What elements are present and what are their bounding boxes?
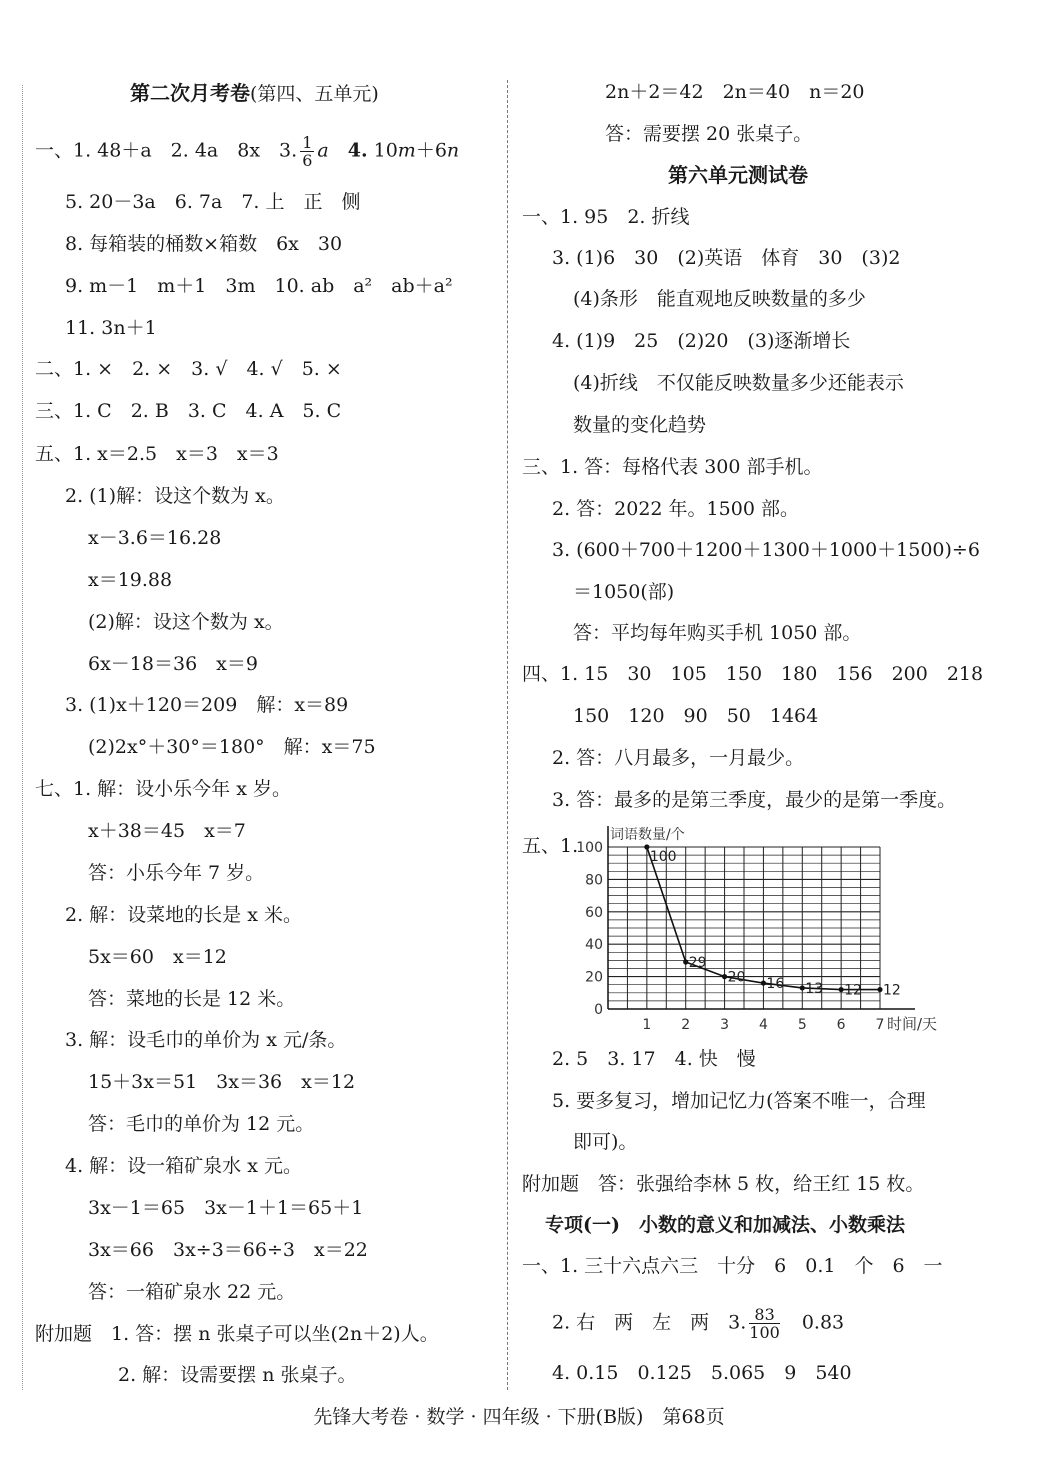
answer-line: (4)条形 能直观地反映数量的多少 xyxy=(573,288,866,310)
data-point xyxy=(761,980,766,985)
answer-line: 3. (600＋700＋1200＋1300＋1000＋1500)÷6 xyxy=(552,539,980,561)
y-tick-label: 60 xyxy=(585,904,603,921)
answer-line: 2. 解：设需要摆 n 张桌子。 xyxy=(118,1364,357,1386)
y-axis-label: 词语数量/个 xyxy=(610,827,685,843)
data-point xyxy=(800,985,805,990)
answer-line: 一、1. 三十六点六三 十分 6 0.1 个 6 一 xyxy=(522,1255,943,1277)
y-tick-label: 80 xyxy=(585,872,603,889)
fraction: $\frac{83}{100}$ xyxy=(749,1305,780,1342)
x-tick-label: 1 xyxy=(642,1017,652,1033)
answer-line: 2. 5 3. 17 4. 快 慢 xyxy=(552,1048,756,1070)
answer-line: 一、1. 48＋a 2. 4a 8x 3. $\frac{1}{6}$ a 4. 10m＋6n xyxy=(35,133,460,170)
x-axis-label: 时间/天 xyxy=(887,1015,938,1033)
answer-line: 附加题 答：张强给李林 5 枚，给王红 15 枚。 xyxy=(522,1173,925,1195)
line-text: 2. 右 两 左 两 3. xyxy=(552,1311,747,1334)
answer-line: 3. (1)6 30 (2)英语 体育 30 (3)2 xyxy=(552,247,901,269)
answer-line: 答：需要摆 20 张桌子。 xyxy=(605,123,813,145)
answer-line: 2. (1)解：设这个数为 x。 xyxy=(65,485,285,507)
title-sub: (第四、五单元) xyxy=(250,83,379,105)
x-tick-label: 3 xyxy=(720,1017,730,1033)
answer-line: 3. (1)x＋120＝209 解：x＝89 xyxy=(65,694,349,716)
answer-line: (2)2x°＋30°＝180° 解：x＝75 xyxy=(88,736,376,758)
answer-line: 2n＋2＝42 2n＝40 n＝20 xyxy=(605,81,865,103)
title-main: 第二次月考卷 xyxy=(130,81,250,105)
answer-line: 二、1. × 2. × 3. √ 4. √ 5. × xyxy=(35,358,342,380)
section-title-special: 专项(一) 小数的意义和加减法、小数乘法 xyxy=(545,1214,905,1236)
column-divider xyxy=(507,80,508,1390)
margin-line xyxy=(22,85,23,1390)
x-tick-label: 5 xyxy=(797,1017,807,1033)
data-label: 13 xyxy=(805,980,824,997)
x-tick-label: 6 xyxy=(836,1017,846,1033)
answer-line: x－3.6＝16.28 xyxy=(88,527,222,549)
y-tick-label: 20 xyxy=(585,969,603,986)
answer-line: 3. 答：最多的是第三季度，最少的是第一季度。 xyxy=(552,789,957,811)
answer-line: 4. (1)9 25 (2)20 (3)逐渐增长 xyxy=(552,330,851,352)
answer-line: 答：毛巾的单价为 12 元。 xyxy=(88,1113,315,1135)
data-point xyxy=(877,987,882,992)
section-title-unit6: 第六单元测试卷 xyxy=(668,163,808,187)
data-label: 12 xyxy=(844,982,862,999)
answer-line: 4. 0.15 0.125 5.065 9 540 xyxy=(552,1362,852,1384)
answer-line: 3x－1＝65 3x－1＋1＝65＋1 xyxy=(88,1197,364,1219)
x-tick-label: 4 xyxy=(758,1017,768,1033)
data-point xyxy=(722,974,727,979)
data-point xyxy=(644,844,649,849)
answer-line: 三、1. 答：每格代表 300 部手机。 xyxy=(522,456,823,478)
answer-line: 3x＝66 3x÷3＝66÷3 x＝22 xyxy=(88,1239,368,1261)
answer-line: 2. 右 两 左 两 3. $\frac{83}{100}$ 0.83 xyxy=(552,1305,845,1342)
answer-line: 五、1. xyxy=(522,835,579,857)
y-tick-label: 0 xyxy=(594,1002,603,1018)
answer-line: 七、1. 解：设小乐今年 x 岁。 xyxy=(35,778,291,800)
answer-line: 5x＝60 x＝12 xyxy=(88,946,227,968)
x-tick-label: 7 xyxy=(875,1017,885,1033)
data-point xyxy=(839,987,844,992)
line-chart xyxy=(570,826,970,1040)
answer-line: 五、1. x＝2.5 x＝3 x＝3 xyxy=(35,443,279,465)
answer-line: 四、1. 15 30 105 150 180 156 200 218 xyxy=(522,663,984,685)
data-label: 12 xyxy=(883,982,901,999)
answer-line: 2. 答：2022 年。1500 部。 xyxy=(552,498,799,520)
answer-line: (4)折线 不仅能反映数量多少还能表示 xyxy=(573,372,904,394)
x-tick-label: 2 xyxy=(681,1017,691,1033)
answer-line: 5. 要多复习，增加记忆力(答案不唯一，合理 xyxy=(552,1090,926,1112)
answer-line: 11. 3n＋1 xyxy=(65,317,157,339)
answer-line: ＝1050(部) xyxy=(573,581,675,603)
answer-line: 一、1. 95 2. 折线 xyxy=(522,206,690,228)
y-tick-label: 100 xyxy=(576,840,603,856)
answer-line: 150 120 90 50 1464 xyxy=(573,705,819,727)
answer-line: (2)解：设这个数为 x。 xyxy=(88,611,284,633)
answer-line: 答：平均每年购买手机 1050 部。 xyxy=(573,622,862,644)
answer-line: 6x－18＝36 x＝9 xyxy=(88,653,258,675)
answer-line: 9. m－1 m＋1 3m 10. ab a² ab＋a² xyxy=(65,275,453,297)
y-tick-label: 40 xyxy=(585,937,603,954)
answer-line: 数量的变化趋势 xyxy=(573,414,707,436)
answer-line: 5. 20－3a 6. 7a 7. 上 正 侧 xyxy=(65,191,361,213)
answer-line: 2. 解：设菜地的长是 x 米。 xyxy=(65,904,302,926)
data-point xyxy=(683,959,688,964)
answer-line: 3. 解：设毛巾的单价为 x 元/条。 xyxy=(65,1029,347,1051)
answer-line: 答：小乐今年 7 岁。 xyxy=(88,862,265,884)
data-label: 16 xyxy=(766,976,785,993)
answer-line: 附加题 1. 答：摆 n 张桌子可以坐(2n＋2)人。 xyxy=(35,1323,439,1345)
page-footer: 先锋大考卷 · 数学 · 四年级 · 下册(B版) 第68页 xyxy=(313,1406,725,1428)
line-text: 一、1. 48＋a 2. 4a 8x 3. xyxy=(35,139,298,162)
fraction: $\frac{1}{6}$ xyxy=(302,133,313,170)
answer-line: 三、1. C 2. B 3. C 4. A 5. C xyxy=(35,400,342,422)
data-label: 29 xyxy=(688,955,707,972)
data-label: 100 xyxy=(649,849,677,865)
section-title-month-exam xyxy=(130,80,379,107)
answer-line: 答：菜地的长是 12 米。 xyxy=(88,988,296,1010)
answer-line: 答：一箱矿泉水 22 元。 xyxy=(88,1281,296,1303)
answer-line: 2. 答：八月最多，一月最少。 xyxy=(552,747,805,769)
data-label: 20 xyxy=(727,969,746,986)
answer-line: x＋38＝45 x＝7 xyxy=(88,820,246,842)
chart-svg xyxy=(570,826,970,1036)
answer-line: 15＋3x＝51 3x＝36 x＝12 xyxy=(88,1071,356,1093)
answer-line: 4. 解：设一箱矿泉水 x 元。 xyxy=(65,1155,302,1177)
answer-line: 即可)。 xyxy=(573,1131,638,1153)
answer-line: x＝19.88 xyxy=(88,569,173,591)
answer-line: 8. 每箱装的桶数×箱数 6x 30 xyxy=(65,233,343,255)
